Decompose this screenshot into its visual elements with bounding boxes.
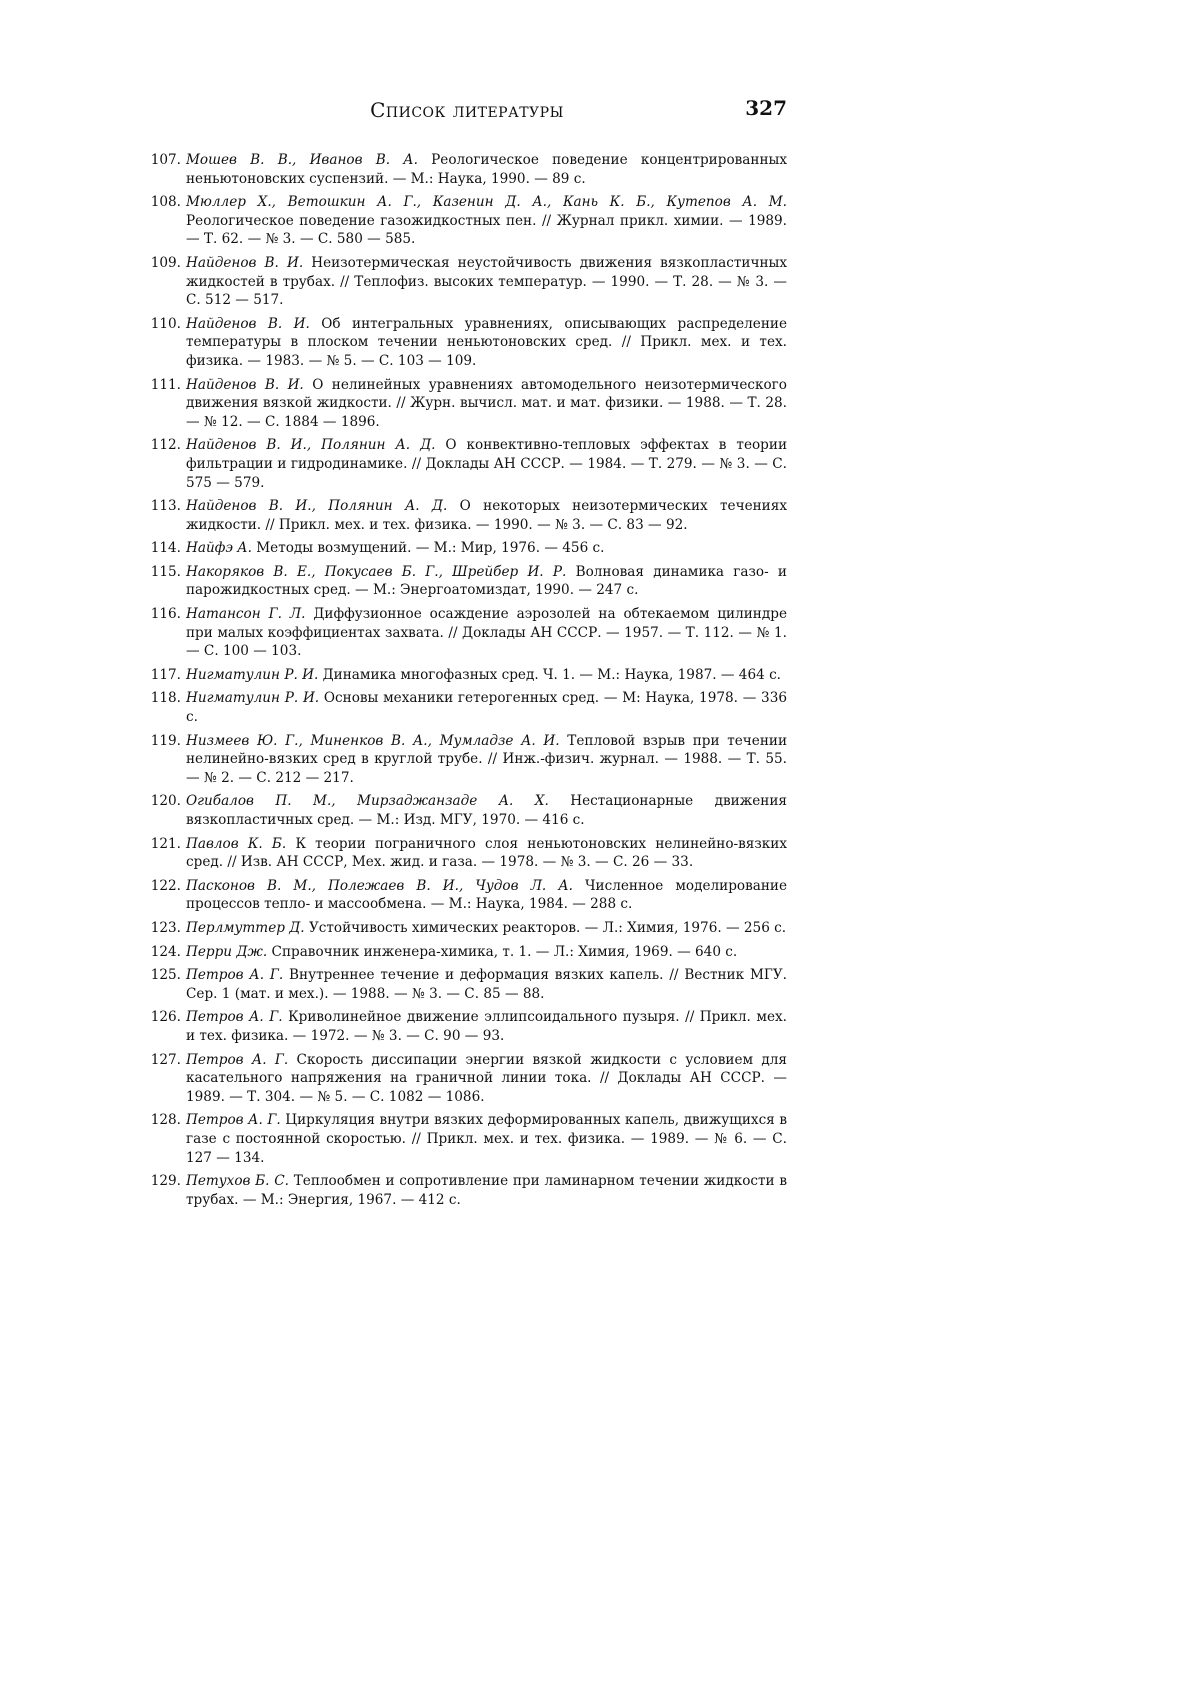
reference-text: Справочник инженера-химика, т. 1. — Л.: Химия, 1969. — 640 с. bbox=[267, 943, 738, 960]
reference-number: 113. bbox=[150, 498, 181, 515]
running-head bbox=[147, 98, 787, 128]
reference-text: О конвективно-тепловых эффектах в теории фильтрации и гидродинамике. // Доклады АН СССР. — 1984. — Т. 279. — № 3. — С. 575 — 579. bbox=[186, 437, 788, 491]
reference-item bbox=[147, 835, 787, 872]
reference-number: 115. bbox=[150, 563, 181, 580]
reference-authors: Мюллер X., Ветошкин А. Г., Казенин Д. А., Кань К. Б., Кутепов А. М. bbox=[186, 194, 787, 211]
reference-authors: Найденов В. И. bbox=[186, 376, 304, 393]
reference-number: 117. bbox=[150, 666, 181, 683]
reference-text: Циркуляция внутри вязких деформированных капель, движущихся в газе с постоянной скоростью. // Прикл. мех. и тех. физика. — 1989. — № 6. — С. 127 — 134. bbox=[186, 1112, 787, 1166]
reference-text: Численное моделирование процессов тепло- и массообмена. — М.: Наука, 1984. — 288 с. bbox=[186, 877, 787, 913]
reference-item bbox=[147, 254, 787, 310]
reference-authors: Огибалов П. М., Мирзаджанзаде А. Х. bbox=[186, 793, 549, 810]
reference-authors: Петров А. Г. bbox=[186, 1009, 283, 1026]
reference-text: Тепловой взрыв при течении нелинейно-вязких сред в круглой трубе. // Инж.-физич. журнал. — 1988. — Т. 55. — № 2. — С. 212 — 217. bbox=[186, 732, 788, 786]
reference-text: О некоторых неизотермических течениях жидкости. // Прикл. мех. и тех. физика. — 1990. — № 3. — С. 83 — 92. bbox=[186, 498, 787, 533]
reference-item bbox=[147, 1051, 787, 1107]
reference-number: 125. bbox=[150, 967, 181, 984]
reference-text: Волновая динамика газо- и парожидкостных сред. — М.: Энергоатомиздат, 1990. — 247 с. bbox=[186, 563, 787, 599]
reference-item bbox=[147, 943, 787, 962]
reference-item bbox=[147, 497, 787, 534]
reference-text: Внутреннее течение и деформация вязких капель. // Вестник МГУ. Сер. 1 (мат. и мех.). — 1988. — № 3. — С. 85 — 88. bbox=[186, 967, 788, 1002]
reference-text: Устойчивость химических реакторов. — Л.: Химия, 1976. — 256 с. bbox=[304, 919, 787, 936]
reference-authors: Перлмуттер Д. bbox=[186, 919, 305, 936]
reference-item bbox=[147, 689, 787, 726]
reference-number: 118. bbox=[150, 690, 181, 707]
reference-text: О нелинейных уравнениях автомодельного неизотермического движения вязкой жидкости. // Журн. вычисл. мат. и мат. физики. — 1988. — Т. 28. — № 12. — С. 1884 — 1896. bbox=[186, 376, 787, 430]
reference-item bbox=[147, 1008, 787, 1045]
reference-authors: Нигматулин Р. И. bbox=[186, 666, 319, 683]
reference-authors: Накоряков В. Е., Покусаев Б. Г., Шрейбер И. Р. bbox=[186, 563, 567, 580]
reference-item bbox=[147, 792, 787, 829]
reference-text: Об интегральных уравнениях, описывающих распределение температуры в плоском течении неньютоновских сред. // Прикл. мех. и тех. физика. — 1983. — № 5. — С. 103 — 109. bbox=[186, 315, 787, 369]
reference-item bbox=[147, 151, 787, 188]
reference-text: Основы механики гетерогенных сред. — М: Наука, 1978. — 336 с. bbox=[186, 690, 788, 726]
reference-item bbox=[147, 563, 787, 600]
reference-text: Реологическое поведение концентрированных неньютоновских суспензий. — М.: Наука, 1990. — 89 с. bbox=[186, 152, 787, 187]
reference-authors: Петров А. Г. bbox=[186, 1051, 289, 1068]
reference-number: 120. bbox=[150, 793, 181, 810]
reference-number: 116. bbox=[150, 606, 181, 623]
reference-item bbox=[147, 919, 787, 938]
reference-text: Неизотермическая неустойчивость движения вязкопластичных жидкостей в трубах. // Теплофиз. высоких температур. — 1990. — Т. 28. — № 3. — С. 512 — 517. bbox=[186, 254, 787, 309]
reference-number: 107. bbox=[150, 152, 181, 168]
reference-authors: Мошев В. В., Иванов В. А. bbox=[186, 152, 418, 168]
reference-text: Методы возмущений. — М.: Мир, 1976. — 456 с. bbox=[251, 540, 605, 557]
reference-authors: Натансон Г. Л. bbox=[186, 606, 306, 623]
reference-number: 114. bbox=[150, 540, 181, 557]
reference-item bbox=[147, 539, 787, 558]
reference-authors: Перри Дж. bbox=[186, 943, 268, 960]
reference-number: 111. bbox=[150, 376, 181, 393]
reference-item bbox=[147, 732, 787, 788]
reference-item bbox=[147, 1172, 787, 1209]
reference-number: 108. bbox=[150, 194, 181, 211]
reference-number: 110. bbox=[150, 315, 181, 332]
reference-list bbox=[147, 151, 787, 1214]
reference-number: 119. bbox=[150, 732, 181, 749]
reference-authors: Павлов К. Б. bbox=[186, 835, 287, 852]
reference-text: Диффузионное осаждение аэрозолей на обтекаемом цилиндре при малых коэффициентах захвата. // Доклады АН СССР. — 1957. — Т. 112. — № 1. — С. 100 — 103. bbox=[186, 606, 787, 660]
reference-item bbox=[147, 877, 787, 914]
reference-number: 121. bbox=[150, 835, 181, 852]
reference-item bbox=[147, 966, 787, 1003]
reference-text: Криволинейное движение эллипсоидального пузыря. // Прикл. мех. и тех. физика. — 1972. — № 3. — С. 90 — 93. bbox=[186, 1009, 788, 1044]
reference-number: 124. bbox=[150, 943, 181, 960]
reference-authors: Пасконов В. М., Полежаев В. И., Чудов Л. А. bbox=[186, 877, 573, 894]
reference-number: 128. bbox=[150, 1112, 181, 1129]
reference-authors: Найфэ А. bbox=[186, 540, 252, 557]
reference-text: Нестационарные движения вязкопластичных сред. — М.: Изд. МГУ, 1970. — 416 с. bbox=[186, 793, 787, 828]
reference-item bbox=[147, 666, 787, 685]
page-title: Список литературы bbox=[370, 98, 564, 122]
reference-authors: Найденов В. И. bbox=[186, 254, 304, 271]
reference-authors: Нигматулин Р. И. bbox=[186, 690, 320, 707]
page-number: 327 bbox=[745, 96, 787, 120]
reference-text: Теплообмен и сопротивление при ламинарном течении жидкости в трубах. — М.: Энергия, 1967. — 412 с. bbox=[186, 1173, 787, 1208]
reference-authors: Найденов В. И., Полянин А. Д. bbox=[186, 437, 436, 454]
reference-item bbox=[147, 605, 787, 661]
reference-text: Реологическое поведение газожидкостных пен. // Журнал прикл. химии. — 1989. — Т. 62. — № 3. — С. 580 — 585. bbox=[186, 212, 787, 248]
reference-authors: Петухов Б. С. bbox=[186, 1173, 289, 1190]
reference-authors: Низмеев Ю. Г., Миненков В. А., Мумладзе А. И. bbox=[186, 732, 560, 749]
reference-number: 127. bbox=[150, 1051, 181, 1068]
reference-authors: Петров А. Г. bbox=[186, 1112, 281, 1129]
reference-item bbox=[147, 376, 787, 432]
reference-item bbox=[147, 436, 787, 492]
reference-item bbox=[147, 193, 787, 249]
reference-number: 129. bbox=[150, 1173, 181, 1190]
reference-number: 123. bbox=[150, 919, 181, 936]
reference-authors: Найденов В. И., Полянин А. Д. bbox=[186, 498, 448, 515]
reference-text: Скорость диссипации энергии вязкой жидкости с условием для касательного напряжения на граничной линии тока. // Доклады АН СССР. — 1989. — Т. 304. — № 5. — С. 1082 — 1086. bbox=[186, 1051, 787, 1105]
reference-authors: Найденов В. И. bbox=[186, 315, 310, 332]
reference-authors: Петров А. Г. bbox=[186, 967, 284, 984]
reference-text: Динамика многофазных сред. Ч. 1. — М.: Наука, 1987. — 464 с. bbox=[318, 666, 782, 683]
reference-item bbox=[147, 1111, 787, 1167]
reference-number: 112. bbox=[150, 437, 181, 454]
reference-item bbox=[147, 315, 787, 371]
reference-number: 122. bbox=[150, 877, 181, 894]
reference-number: 126. bbox=[150, 1009, 181, 1026]
reference-text: К теории пограничного слоя неньютоновских нелинейно-вязких сред. // Изв. АН СССР, Мех. жид. и газа. — 1978. — № 3. — С. 26 — 33. bbox=[186, 835, 787, 871]
reference-number: 109. bbox=[150, 254, 181, 271]
